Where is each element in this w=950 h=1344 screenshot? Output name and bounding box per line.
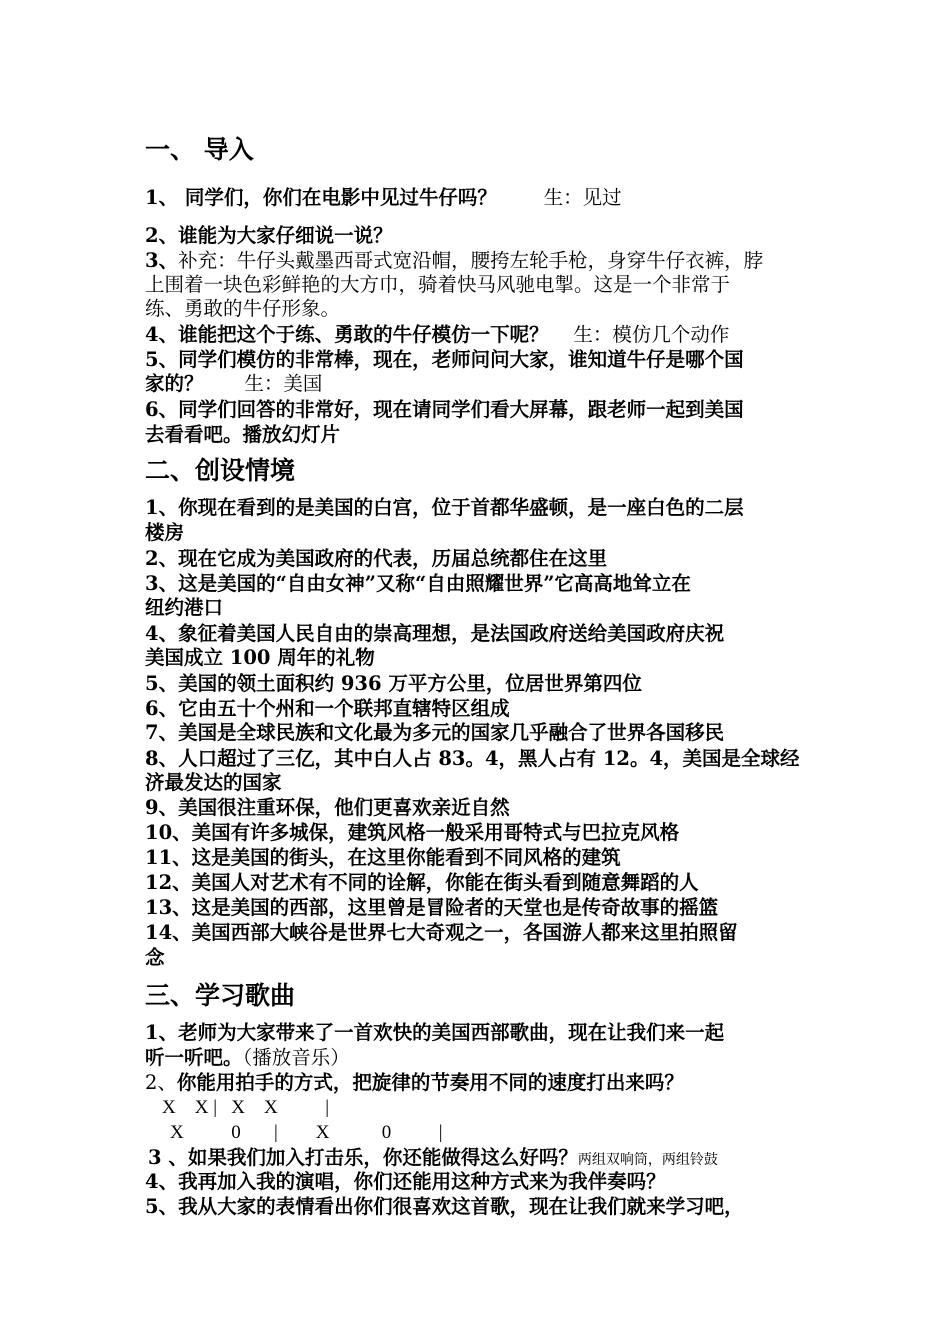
s3-line-2-num: 2、: [145, 1071, 177, 1094]
s1-line-3-num: 3、: [145, 249, 179, 272]
s1-line-5b: [145, 372, 322, 396]
s2-line: 5、美国的领土面积约 936 万平方公里，位居世界第四位: [145, 672, 642, 695]
s1-line-1-answer: 生：见过: [543, 186, 622, 209]
s2-line: 2、现在它成为美国政府的代表，历届总统都住在这里: [145, 547, 608, 570]
s1-line-1-question: 1、 同学们，你们在电影中见过牛仔吗？: [145, 186, 497, 209]
s1-line-5-answer: 生：美国: [244, 372, 323, 395]
s2-line: 8、人口超过了三亿，其中白人占 83。4，黑人占有 12。4，美国是全球经: [145, 747, 800, 770]
s2-line: 11、这是美国的街头，在这里你能看到不同风格的建筑: [145, 846, 621, 869]
s2-line: 10、美国有许多城保，建筑风格一般采用哥特式与巴拉克风格: [145, 821, 680, 844]
s3-line-4: 4、我再加入我的演唱，你们还能用这种方式来为我伴奏吗？: [145, 1170, 666, 1193]
s2-line: 6、它由五十个州和一个联邦直辖特区组成: [145, 697, 510, 720]
rhythm-line-2: X 0 | X 0 |: [170, 1122, 443, 1143]
s1-line-5-question: 家的？: [145, 372, 204, 395]
s1-line-3a: [145, 249, 763, 273]
s2-line: 9、美国很注重环保，他们更喜欢亲近自然: [145, 796, 510, 819]
s2-line: 12、美国人对艺术有不同的诠解，你能在街头看到随意舞蹈的人: [145, 871, 699, 894]
s2-line: 4、象征着美国人民自由的崇高理想，是法国政府送给美国政府庆祝: [145, 622, 725, 645]
s2-line: 美国成立 100 周年的礼物: [145, 646, 375, 669]
s1-line-1: [145, 186, 622, 210]
s3-line-1b-text: 听一听吧。: [145, 1046, 243, 1069]
s1-line-4-answer: 生：模仿几个动作: [573, 323, 730, 346]
s1-line-6b: 去看看吧。播放幻灯片: [145, 423, 341, 446]
s3-line-3: [148, 1146, 718, 1172]
section-heading-scenario: 二、创设情境: [145, 456, 296, 485]
s1-line-2: 2、谁能为大家仔细说一说？: [145, 224, 393, 247]
s1-line-3c: 练、勇敢的牛仔形象。: [145, 297, 341, 320]
s2-line: 1、你现在看到的是美国的白宫，位于首都华盛顿，是一座白色的二层: [145, 496, 744, 519]
s2-line: 纽约港口: [145, 596, 224, 619]
section-heading-intro: 一、 导入: [145, 135, 254, 164]
s1-line-4: [145, 323, 729, 347]
s3-line-5: 5、我从大家的表情看出你们很喜欢这首歌，现在让我们就来学习吧，: [145, 1195, 744, 1218]
s1-line-3b: 上围着一块色彩鲜艳的大方巾，骑着快马风驰电掣。这是一个非常于: [145, 273, 731, 296]
s1-line-5a: 5、同学们模仿的非常棒，现在，老师问问大家，谁知道牛仔是哪个国: [145, 348, 744, 371]
s3-line-1b: [145, 1046, 350, 1070]
section-heading-learn-song: 三、学习歌曲: [145, 981, 296, 1010]
s2-line: 14、美国西部大峡谷是世界七大奇观之一，各国游人都来这里拍照留: [145, 921, 738, 944]
s3-line-1b-note: （播放音乐）: [242, 1046, 350, 1069]
s3-line-2-text: 你能用拍手的方式，把旋律的节奏用不同的速度打出来吗？: [176, 1071, 684, 1094]
s1-line-3-text: 补充：牛仔头戴墨西哥式宽沿帽，腰挎左轮手枪，身穿牛仔衣裤，脖: [178, 249, 764, 272]
rhythm-line-1: X X | X X |: [162, 1097, 329, 1118]
s2-line: 3、这是美国的“自由女神”又称“自由照耀世界”它高高地耸立在: [145, 572, 691, 595]
s3-line-2: [145, 1071, 684, 1095]
s1-line-6a: 6、同学们回答的非常好，现在请同学们看大屏幕，跟老师一起到美国: [145, 398, 744, 421]
s2-line: 13、这是美国的西部，这里曾是冒险者的天堂也是传奇故事的摇篮: [145, 896, 719, 919]
s1-line-4-question: 4、谁能把这个于练、勇敢的牛仔模仿一下呢？: [145, 323, 549, 346]
s3-line-3-text: 3 、如果我们加入打击乐，你还能做得这么好吗？: [148, 1146, 578, 1169]
s2-line: 念: [145, 946, 165, 969]
s2-line: 楼房: [145, 521, 185, 544]
s2-line: 7、美国是全球民族和文化最为多元的国家几乎融合了世界各国移民: [145, 721, 725, 744]
s3-line-3-note: 两组双响筒，两组铃鼓: [577, 1152, 718, 1168]
s2-line: 济最发达的国家: [145, 771, 282, 794]
s3-line-1a: 1、老师为大家带来了一首欢快的美国西部歌曲，现在让我们来一起: [145, 1021, 725, 1044]
